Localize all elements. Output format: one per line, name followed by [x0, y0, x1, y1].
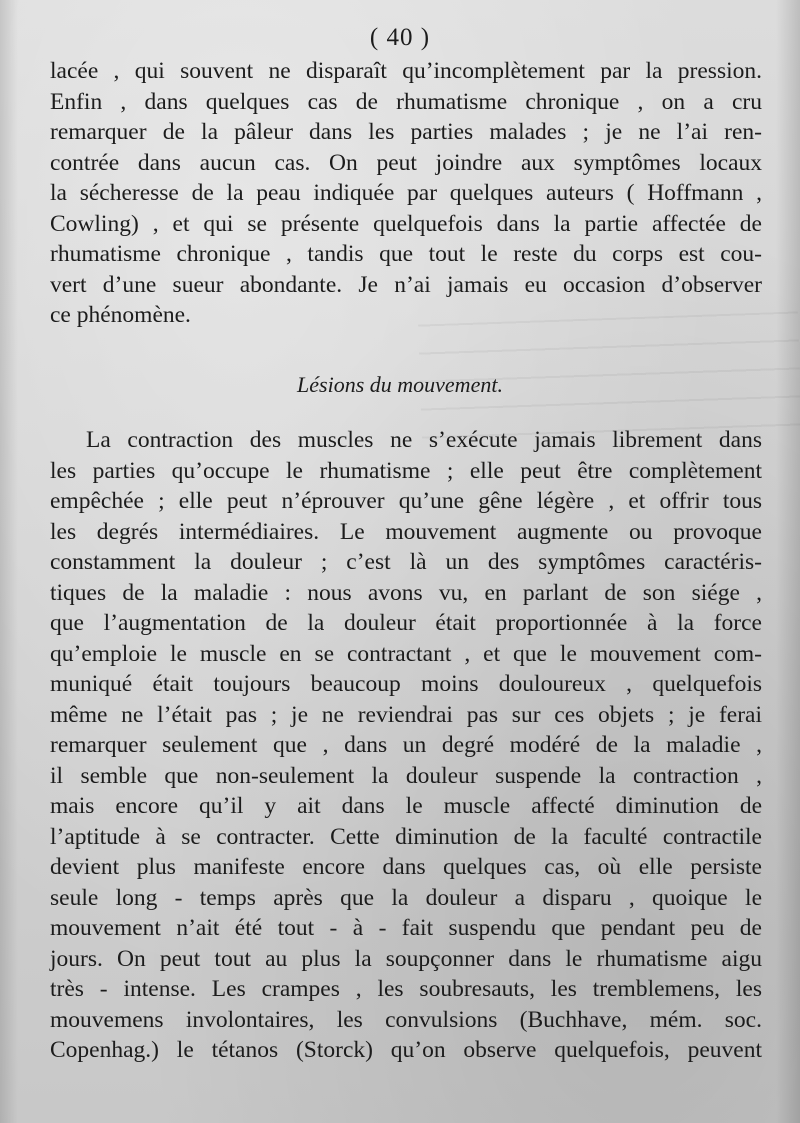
- text-line: empêchée ; elle peut n’éprouver qu’une gêne légère , et offrir tous: [50, 488, 762, 514]
- text-line: l’aptitude à se contracter. Cette diminution de la faculté contractile: [50, 823, 762, 850]
- page-number: ( 40 ): [369, 24, 431, 51]
- text-line: même ne l’était pas ; je ne reviendrai pas sur ces objets ; je ferai: [50, 701, 762, 728]
- section-heading: Lésions du mouvement.: [297, 372, 503, 397]
- text-line: remarquer de la pâleur dans les parties malades ; je ne l’ai ren-: [50, 119, 762, 145]
- text-line: qu’emploie le muscle en se contractant , et que le mouvement com-: [50, 640, 762, 667]
- text-line: il semble que non-seulement la douleur suspende la contraction ,: [50, 762, 762, 789]
- text-line: mouvemens involontaires, les convulsions (Buchhave, mém. soc.: [50, 1006, 762, 1033]
- text-line: remarquer seulement que , dans un degré modéré de la maladie ,: [50, 732, 762, 758]
- text-line: muniqué était toujours beaucoup moins douloureux , quelquefois: [50, 671, 762, 697]
- text-line: Cowling) , et qui se présente quelquefois dans la partie affectée de: [50, 210, 762, 237]
- text-line: Enfin , dans quelques cas de rhumatisme chronique , on a cru: [50, 88, 762, 115]
- text-line: ce phénomène.: [50, 302, 191, 328]
- text-line: mouvement n’ait été tout - à - fait suspendu que pendant peu de: [50, 915, 762, 941]
- text-line: seule long - temps après que la douleur a disparu , quoique le: [50, 884, 762, 911]
- text-line: tiques de la maladie : nous avons vu, en parlant de son siége ,: [50, 579, 762, 606]
- text-line: mais encore qu’il y ait dans le muscle affecté diminution de: [50, 793, 762, 819]
- text-line: vert d’une sueur abondante. Je n’ai jamais eu occasion d’observer: [50, 271, 762, 298]
- text-line: Copenhag.) le tétanos (Storck) qu’on observe quelquefois, peuvent: [50, 1037, 762, 1063]
- text-line: les degrés intermédiaires. Le mouvement augmente ou provoque: [50, 518, 762, 545]
- text-line: devient plus manifeste encore dans quelques cas, où elle persiste: [50, 854, 762, 880]
- text-line: contrée dans aucun cas. On peut joindre aux symptômes locaux: [50, 149, 762, 176]
- paragraph-2: [50, 425, 762, 1066]
- text-line: jours. On peut tout au plus la soupçonner dans le rhumatisme aigu: [50, 945, 762, 972]
- text-line: la sécheresse de la peau indiquée par quelques auteurs ( Hoffmann ,: [50, 180, 762, 206]
- text-line: très - intense. Les crampes , les soubresauts, les tremblemens, les: [50, 976, 762, 1002]
- text-line: rhumatisme chronique , tandis que tout le reste du corps est cou-: [50, 241, 762, 267]
- text-line: les parties qu’occupe le rhumatisme ; elle peut être complètement: [50, 457, 762, 484]
- paragraph-1: [50, 56, 762, 331]
- text-line: La contraction des muscles ne s’exécute jamais librement dans: [86, 427, 762, 453]
- text-line: que l’augmentation de la douleur était proportionnée à la force: [50, 610, 762, 636]
- text-line: constamment la douleur ; c’est là un des symptômes caractéris-: [50, 549, 762, 575]
- text-line: lacée , qui souvent ne disparaît qu’incomplètement par la pression.: [50, 58, 762, 84]
